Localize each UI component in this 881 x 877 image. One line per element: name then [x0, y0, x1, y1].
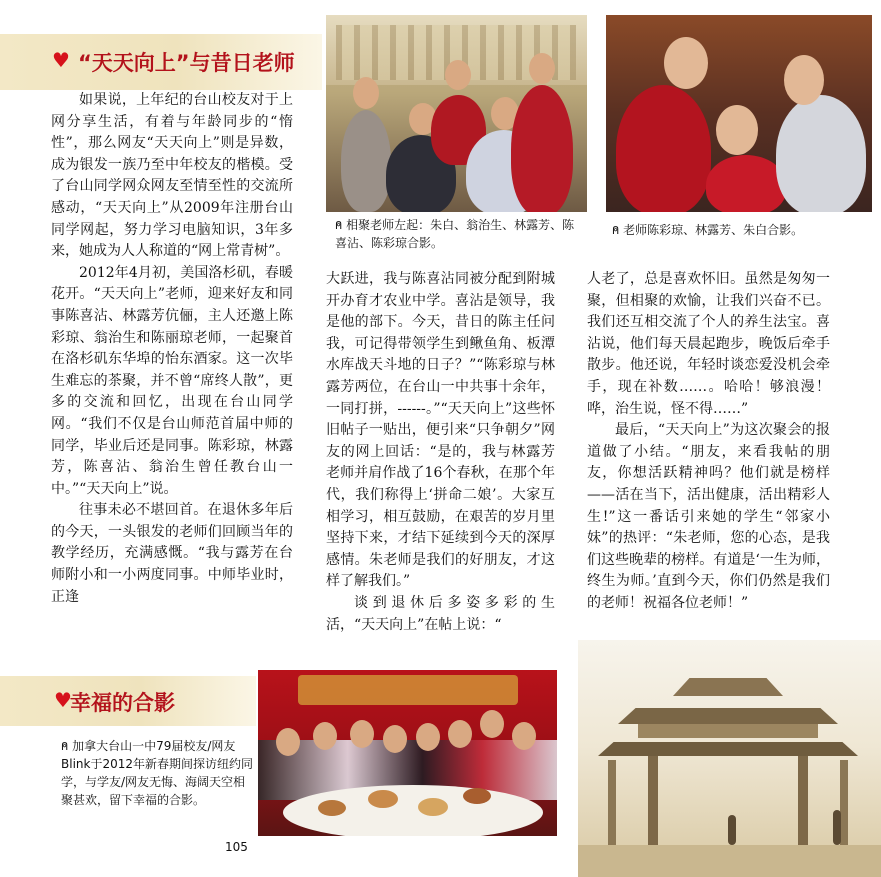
page-number: 105	[225, 840, 248, 854]
article-column-1	[51, 90, 293, 608]
heart-icon: ♥	[52, 48, 70, 72]
paragraph: 如果说，上年纪的台山校友对于上网分享生活，有着与年龄同步的“惰性”，那么网友“天天向上”则是异数，成为银发一族乃至中年校友的楷模。受了台山同学网众网友至情至性的交流所感动，“天天向上”从2009年注册台山同学网起，努力学习电脑知识，3年多来，她成为人人称道的“网上常青树”。	[51, 92, 293, 260]
article-column-3	[587, 269, 830, 615]
photo-caption: ⍝ 相聚老师左起：朱白、翁治生、林露芳、陈喜沾、陈彩琼合影。	[335, 218, 575, 250]
article-column-2	[326, 269, 555, 636]
paragraph: 最后，“天天向上”为这次聚会的报道做了小结。“朋友，来看我帖的朋友，你想活跃精神吗？他们就是榜样——活在当下，活出健康，活出精彩人生!”这一番话引来她的学生“邻家小妹”的热评：“朱老师，您的心态，是我们这些晚辈的榜样。有道是‘一生为师，终生为师。’直到今天，你们仍然是我们的老师！祝福各位老师！”	[587, 422, 830, 611]
paragraph: 往事未必不堪回首。在退休多年后的今天，一头银发的老师们回顾当年的教学经历，充满感慨。“我与露芳在台师附小和一小两度同事。中师毕业时，正逢	[51, 502, 293, 605]
section-title: “天天向上”与昔日老师	[78, 51, 295, 75]
section-banner-reunion	[0, 34, 322, 90]
section-title: 幸福的合影	[70, 691, 175, 715]
chinatown-gate-image	[578, 640, 881, 877]
photo-three-teachers	[606, 15, 872, 212]
paragraph: 2012年4月初，美国洛杉矶，春暖花开。“天天向上”老师，迎来好友和同事陈喜沾、林露芳伉俪，主人还邀上陈彩琼、翁治生和陈丽琼老师，一起聚首在洛杉矶东华埠的怡东酒家。这一次毕生难忘的茶聚，并不曾“席终人散”，更多的交流和回忆，出现在台山同学网。“我们不仅是台山师范首届中师的同学，毕业后还是同事。陈彩琼，林露芳，陈喜沾、翁治生曾任教台山一中。”“天天向上”说。	[51, 264, 293, 497]
mouse-icon: ⍝	[61, 739, 69, 753]
paragraph: 大跃进，我与陈喜沾同被分配到附城开办育才农业中学。喜沾是领导，我是他的部下。今天，昔日的陈主任问我，可记得带领学生到鳅鱼角、板潭水库战天斗地的日子？”“陈彩琼与林露芳两位，在台山一中共事十余年，一同打拼，------。”“天天向上”这些怀旧帖子一贴出，便引来“只争朝夕”网友的网上回话：“是的，我与林露芳老师并肩作战了16个春秋，在那个年代，我们称得上‘拼命二娘’。大家互相学习，相互鼓励，在艰苦的岁月里坚持下来，才结下延续到今天的深厚感情。朱老师是我们的好朋友，才这样了解我们。”	[326, 271, 555, 590]
photo-group-dinner	[258, 670, 557, 836]
photo-teachers-group	[326, 15, 587, 212]
mouse-icon: ⍝	[612, 223, 620, 237]
paragraph: 谈到退休后多姿多彩的生活，“天天向上”在帖上说：“	[326, 594, 555, 633]
paragraph: 人老了，总是喜欢怀旧。虽然是匆匆一聚，但相聚的欢愉，让我们兴奋不已。我们还互相交流了个人的养生法宝。喜沾说，他们每天晨起跑步，晚饭后牵手散步。他还说，年轻时谈恋爱没机会牵手，现在补数……。哈哈！够浪漫！哗，治生说，怪不得……”	[587, 271, 830, 417]
mouse-icon: ⍝	[335, 218, 343, 232]
photo-caption: ⍝ 老师陈彩琼、林露芳、朱白合影。	[612, 223, 804, 237]
photo-caption: ⍝ 加拿大台山一中79届校友/网友Blink于2012年新春期间探访纽约同学，与学友/网友无悔、海阔天空相聚甚欢，留下幸福的合影。	[61, 739, 253, 807]
heart-icon: ♥	[54, 688, 72, 712]
section-banner-happy-photo	[0, 676, 256, 726]
